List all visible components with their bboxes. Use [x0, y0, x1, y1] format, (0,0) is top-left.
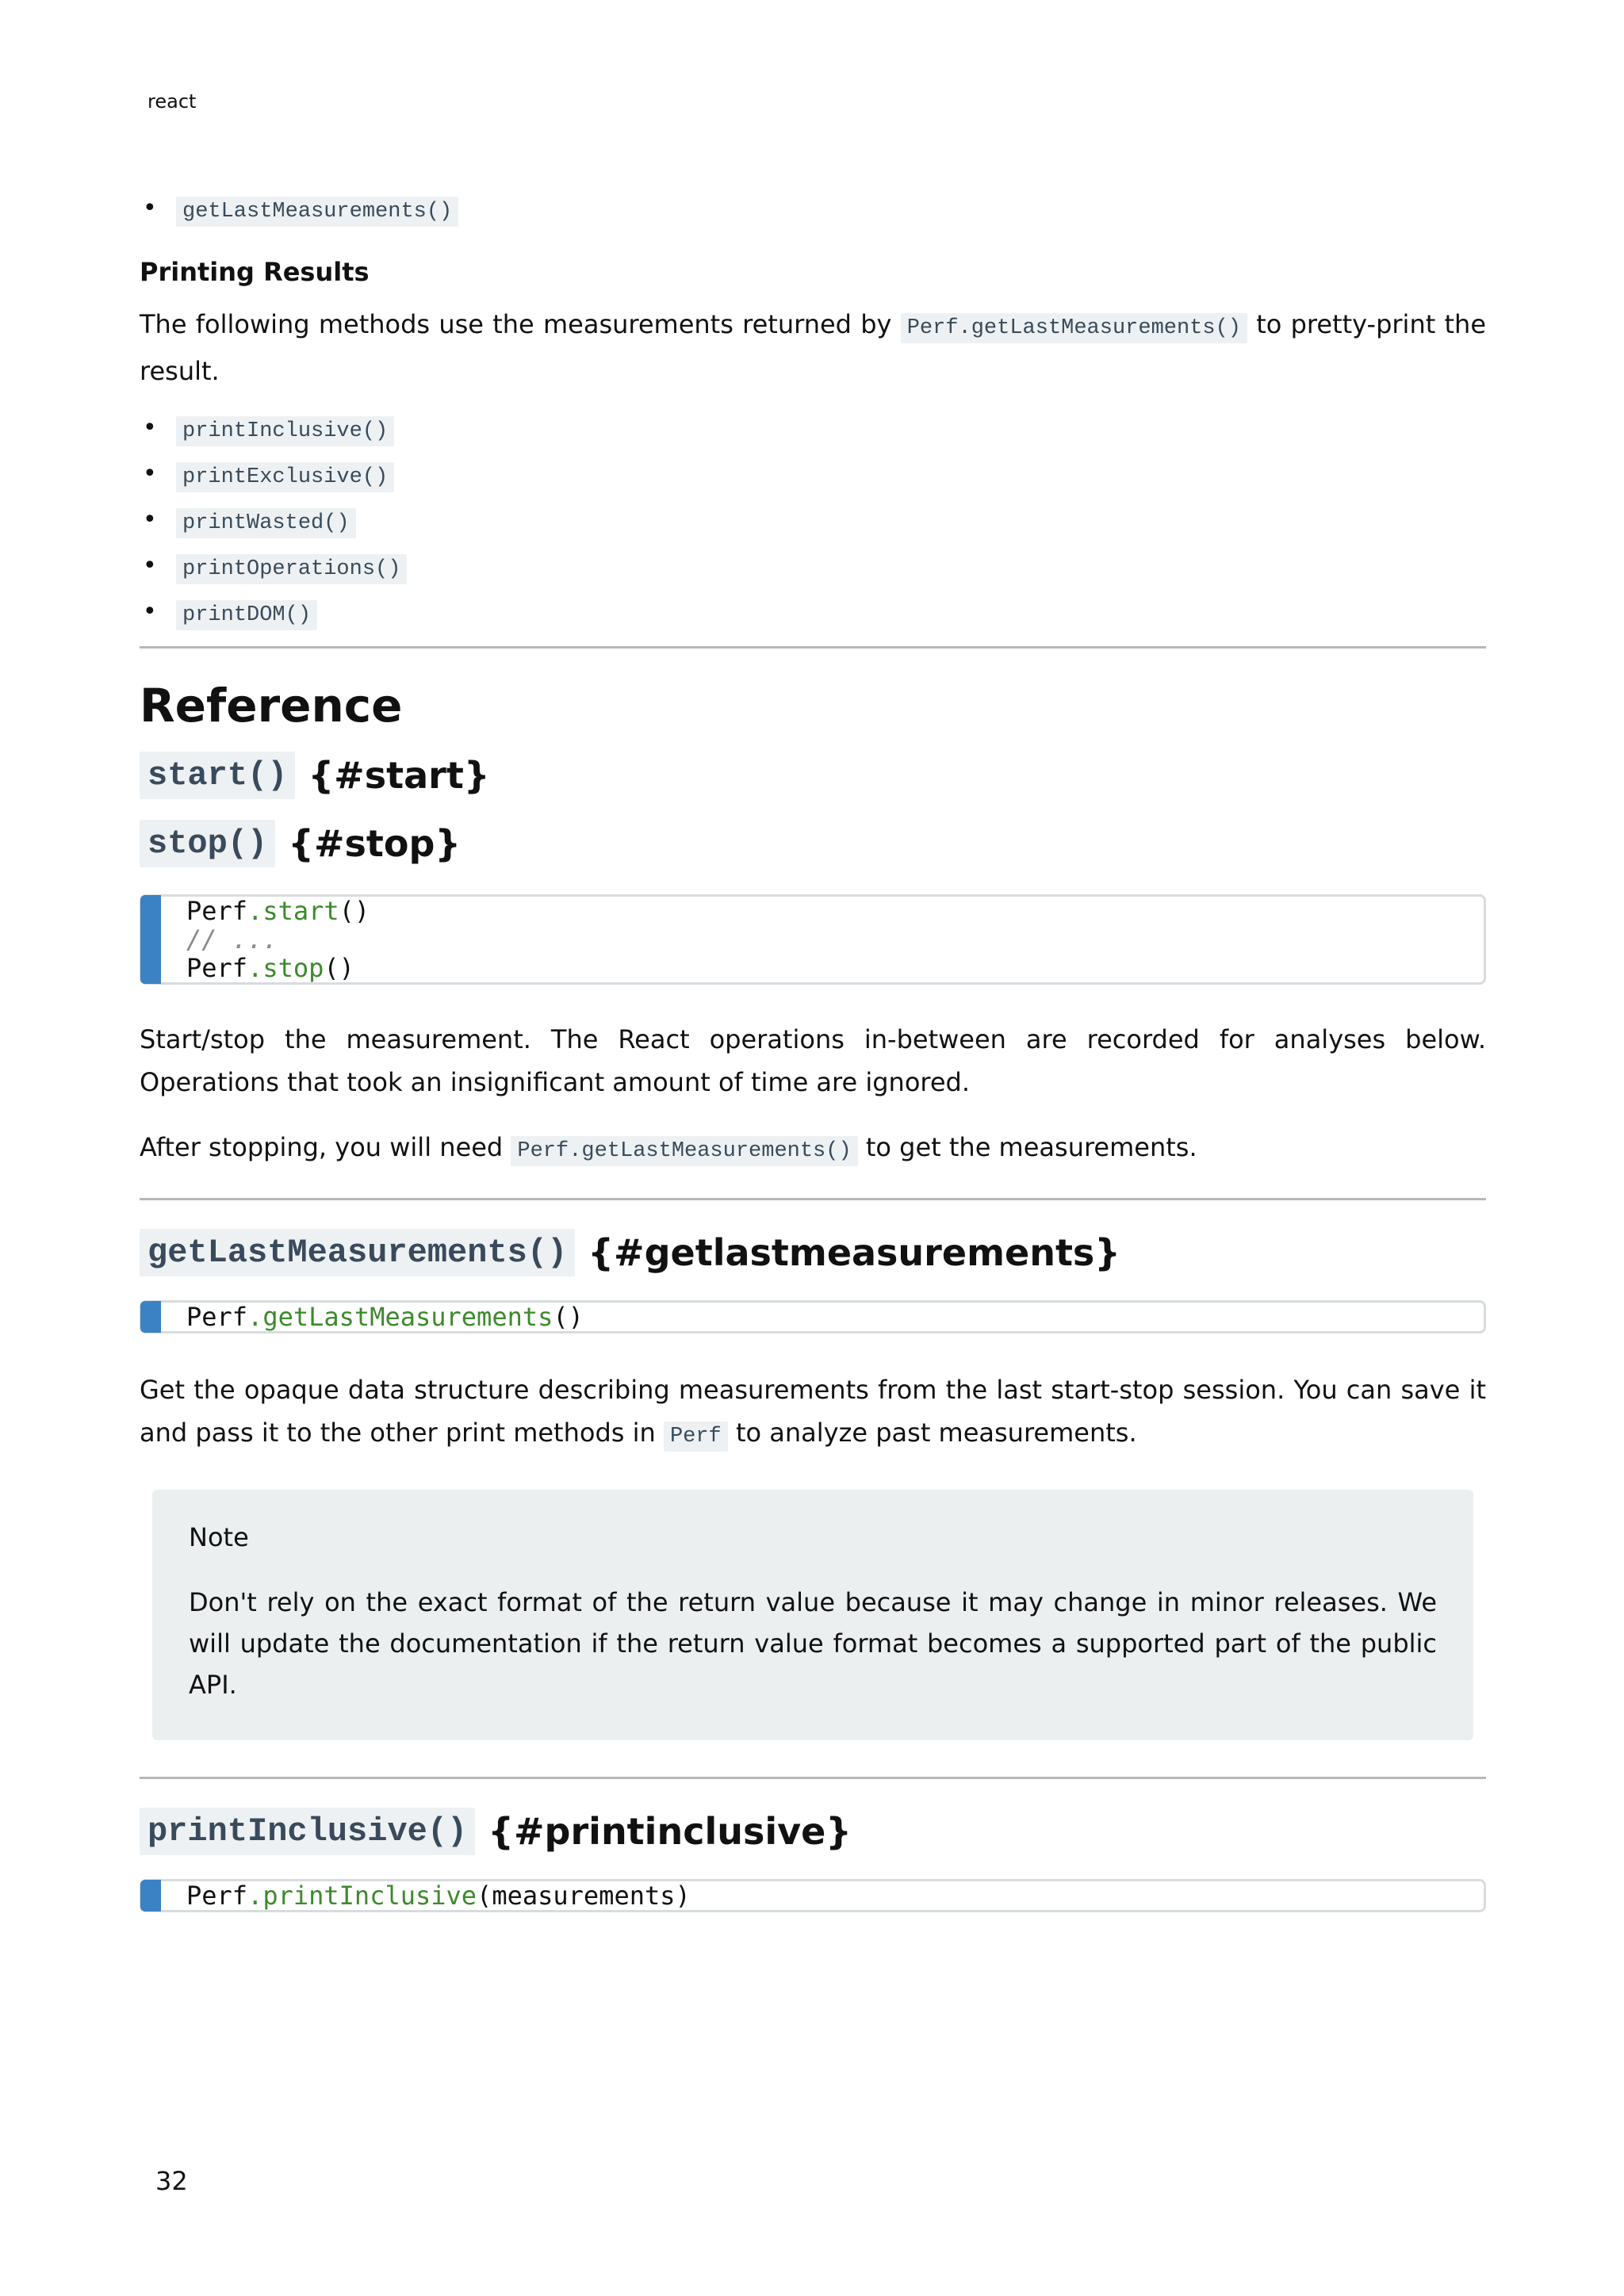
- bullet-icon: •: [143, 414, 157, 442]
- code-paren: (): [553, 1302, 584, 1332]
- code-args: (measurements): [477, 1881, 691, 1911]
- list-item: [140, 591, 1486, 637]
- heading-anchor: {#start}: [308, 754, 490, 797]
- print-methods-list: [140, 407, 1486, 637]
- list-item: [140, 187, 1486, 233]
- list-item: [140, 499, 1486, 545]
- code-method: .stop: [247, 953, 324, 983]
- code-paren: (): [339, 896, 370, 926]
- inline-code: printOperations(): [176, 554, 407, 584]
- code-block-accent: [140, 1301, 161, 1333]
- start-stop-description: Start/stop the measurement. The React operations in-between are recorded for analyses below. Operations that took an insignificant amount of time are ignored.: [140, 1024, 1486, 1097]
- paragraph-text: to pretty-print the result.: [140, 309, 1487, 386]
- paragraph-text: to get the measurements.: [865, 1132, 1197, 1162]
- top-list: [140, 187, 1486, 233]
- list-item: [140, 545, 1486, 591]
- code-method: .getLastMeasurements: [247, 1302, 553, 1332]
- list-item: [140, 407, 1486, 453]
- heading-anchor: {#printinclusive}: [488, 1810, 852, 1853]
- code-block-printinclusive: [140, 1879, 1486, 1912]
- code-line: [186, 1881, 1484, 1910]
- code-object: Perf: [186, 953, 248, 983]
- heading-anchor: {#getlastmeasurements}: [588, 1231, 1121, 1274]
- paragraph-text: Get the opaque data structure describing measurements from the last start-stop session. You can save it and pass it to the other print methods in: [140, 1375, 1486, 1448]
- page-number: 32: [155, 2166, 188, 2196]
- inline-code: Perf.getLastMeasurements(): [901, 313, 1247, 343]
- code-method: .start: [247, 896, 339, 926]
- inline-code: getLastMeasurements(): [176, 197, 458, 227]
- code-method: .printInclusive: [247, 1881, 477, 1911]
- stop-heading: [140, 820, 1486, 867]
- code-block-accent: [140, 895, 161, 984]
- code-line: [186, 925, 1484, 954]
- note-callout: [152, 1490, 1473, 1740]
- paragraph-text: After stopping, you will need: [140, 1132, 504, 1162]
- code-block-getlastmeasurements: [140, 1300, 1486, 1334]
- getlast-description: [140, 1368, 1486, 1458]
- heading-code: printInclusive(): [140, 1808, 475, 1855]
- divider: [140, 1198, 1486, 1200]
- list-item: [140, 453, 1486, 499]
- printing-paragraph: [140, 303, 1486, 392]
- code-block-start-stop: [140, 894, 1486, 985]
- paragraph-text: The following methods use the measurements returned by: [140, 309, 892, 339]
- code-block-accent: [140, 1880, 161, 1911]
- bullet-icon: •: [143, 194, 157, 222]
- code-object: Perf: [186, 896, 248, 926]
- getlastmeasurements-heading: [140, 1229, 1486, 1276]
- code-object: Perf: [186, 1302, 248, 1332]
- divider: [140, 646, 1486, 649]
- inline-code: printExclusive(): [176, 462, 394, 492]
- inline-code: Perf.getLastMeasurements(): [511, 1136, 857, 1166]
- note-title: Note: [189, 1522, 249, 1552]
- heading-code: stop(): [140, 820, 275, 867]
- bullet-icon: •: [143, 552, 157, 580]
- reference-heading: Reference: [140, 679, 403, 733]
- bullet-icon: •: [143, 506, 157, 534]
- code-paren: (): [324, 953, 354, 983]
- printinclusive-heading: [140, 1808, 1486, 1855]
- code-line: [186, 954, 1484, 982]
- code-line: [186, 1303, 1484, 1331]
- code-line: [186, 897, 1484, 925]
- divider: [140, 1777, 1486, 1779]
- printing-results-heading: Printing Results: [140, 257, 370, 287]
- inline-code: printWasted(): [176, 508, 356, 538]
- bullet-icon: •: [143, 460, 157, 488]
- heading-code: start(): [140, 752, 295, 799]
- content: [140, 187, 1486, 1912]
- inline-code: printDOM(): [176, 600, 317, 630]
- code-object: Perf: [186, 1881, 248, 1911]
- heading-code: getLastMeasurements(): [140, 1229, 575, 1276]
- note-text: Don't rely on the exact format of the return value because it may change in minor releases. We will update the documentation if the return value format becomes a supported part of the public API.: [189, 1587, 1437, 1700]
- paragraph-text: to analyze past measurements.: [735, 1418, 1137, 1448]
- running-header: react: [147, 90, 197, 113]
- after-stopping-paragraph: [140, 1126, 1486, 1173]
- inline-code: Perf: [664, 1422, 728, 1452]
- heading-anchor: {#stop}: [288, 822, 462, 865]
- inline-code: printInclusive(): [176, 416, 394, 446]
- start-heading: [140, 752, 1486, 799]
- bullet-icon: •: [143, 598, 157, 626]
- code-comment: // ...: [186, 924, 278, 955]
